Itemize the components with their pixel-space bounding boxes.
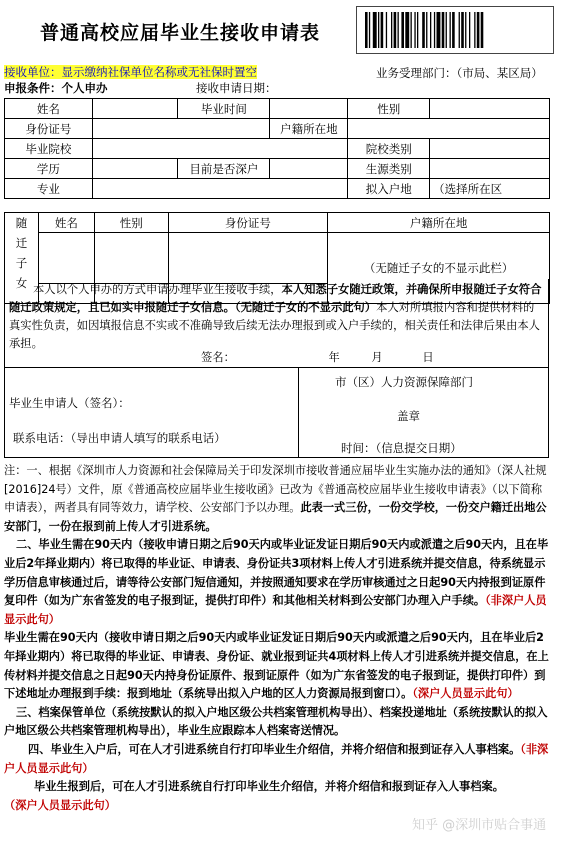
school-type-value[interactable] xyxy=(430,139,550,159)
barcode-bar xyxy=(391,12,392,48)
statement-part-3: 本人对所填报内容和提供材料的真实性负责，如因填报信息不实或不准确导致后续无法办理报到或入户手续的，相关责任和法律后果由本人承担。 xyxy=(9,301,540,350)
id-no-label: 身份证号 xyxy=(5,119,93,139)
barcode-bar xyxy=(461,12,464,48)
barcode-bar xyxy=(452,12,455,48)
day-label: 日 xyxy=(422,351,434,364)
source-type-label: 生源类别 xyxy=(348,159,430,179)
barcode-bar xyxy=(459,12,460,48)
note-1 xyxy=(4,462,552,536)
note-5-red: （非深户人员显示此句） xyxy=(4,742,549,775)
barcode-bar xyxy=(481,12,484,48)
child-id-label: 身份证号 xyxy=(168,213,328,233)
intended-value[interactable]: （选择所在区 xyxy=(430,179,550,199)
education-value[interactable] xyxy=(92,159,178,179)
barcode-bar xyxy=(426,12,427,48)
major-label: 专业 xyxy=(5,179,93,199)
note-1-bold: 此表一式三份，一份交学校，一份交户籍迁出地公安部门，一份在报到前上传人才引进系统。 xyxy=(4,501,547,533)
children-label-text: 随迁子女 xyxy=(15,216,28,290)
seal-label: 盖章 xyxy=(397,409,420,423)
note-2 xyxy=(4,536,552,629)
hukou-value[interactable] xyxy=(348,119,550,139)
barcode-bar xyxy=(450,12,451,48)
note-3-text: 毕业生需在90天内（接收申请日期之后90天内或毕业证发证日期后90天内或派遣之后90天内，且在毕业后2年择业期内）将已取得的毕业证、申请表、身份证、就业报到证共4项材料上传人才引进系统并提交信息，在上传材料并提交信息之日起90天内持身份证原件、报到证原件（如为广东省签发的电子报到证，提供打印件）到下述地址办理报到手续：报到地址（系统导出拟入户地的区人力资源局报到窗口）。 xyxy=(4,631,549,701)
note-3 xyxy=(4,629,552,703)
hukou-label: 户籍所在地 xyxy=(270,119,348,139)
sign-label: 签名： xyxy=(201,351,235,364)
major-value[interactable] xyxy=(92,179,347,199)
watermark: 知乎 @深圳市贴合事通 xyxy=(412,818,547,833)
grad-time-value[interactable] xyxy=(270,99,348,119)
barcode-bar xyxy=(405,12,409,48)
child-name-label: 姓名 xyxy=(38,213,94,233)
barcode-bar xyxy=(394,12,397,48)
barcode-bar xyxy=(434,12,435,48)
is-sz-value[interactable] xyxy=(270,159,348,179)
apply-date-label: 接收申请日期： xyxy=(196,81,277,95)
barcode-bar xyxy=(401,12,404,48)
barcode-bar xyxy=(437,12,441,48)
note-3-red: （深户人员显示此句） xyxy=(412,687,519,701)
gender-value[interactable] xyxy=(430,99,550,119)
grad-time-label: 毕业时间 xyxy=(178,99,270,119)
barcode-bar xyxy=(474,12,475,48)
barcode-bar xyxy=(442,12,445,48)
barcode-bar xyxy=(378,12,379,48)
note-2-red: （非深户人员显示此句） xyxy=(4,594,547,626)
barcode-bar xyxy=(417,12,418,48)
school-value[interactable] xyxy=(92,139,347,159)
barcode-bar xyxy=(386,12,387,48)
note-2-text: 二、毕业生需在90天内（接收申请日期之后90天内或毕业证发证日期后90天内或派遣之后90天内，且在毕业后2年择业期内）将已取得的毕业证、申请表、身份证共3项材料上传人才引进系统并提交信息，待系统显示学历信息审核通过后，请等待公安部门短信通知，并按照通知要求在学历审核通过之日起90天内持报到证原件复印件（如为广东省签发的电子报到证，提供打印件）和其他相关材料到公安部门办理入户手续。 xyxy=(4,538,549,608)
note-6 xyxy=(4,778,552,815)
bureau-label: 市（区）人力资源保障部门 xyxy=(335,375,473,389)
child-hukou-label: 户籍所在地 xyxy=(328,213,550,233)
intended-label: 拟入户地 xyxy=(348,179,430,199)
name-label: 姓名 xyxy=(5,99,93,119)
applicant-info-table xyxy=(4,98,550,199)
gender-label: 性别 xyxy=(348,99,430,119)
barcode-bar xyxy=(465,12,466,48)
child-id-value[interactable] xyxy=(168,233,328,284)
department-label: 业务受理部门：（市局、某区局） xyxy=(376,66,543,80)
is-sz-label: 目前是否深户 xyxy=(178,159,270,179)
signature-section xyxy=(4,368,549,458)
school-type-label: 院校类别 xyxy=(348,139,430,159)
source-type-value[interactable] xyxy=(430,159,550,179)
form-title: 普通高校应届毕业生接收申请表 xyxy=(40,22,321,44)
barcode-bar xyxy=(477,12,480,48)
note-6-red: （深户人员显示此句） xyxy=(4,798,116,812)
barcode-bar xyxy=(373,12,377,48)
barcode-bar xyxy=(414,12,415,48)
child-gender-label: 性别 xyxy=(94,213,168,233)
year-label: 年 xyxy=(328,351,340,364)
applicant-statement xyxy=(4,279,549,368)
barcode-bar xyxy=(446,12,447,48)
barcode-bar xyxy=(365,12,368,48)
note-5 xyxy=(4,741,552,778)
statement-part-1: 本人以个人申办的方式申请办理毕业生接收手续， xyxy=(33,283,282,296)
statement-part-2: 本人知悉子女随迁政策，并确保所申报随迁子女符合随迁政策规定，且已如实申报随迁子女信息。（无随迁子女的不显示此句） xyxy=(9,283,542,314)
submit-time-label: 时间：（信息提交日期） xyxy=(341,441,462,455)
note-6-text: 毕业生报到后，可在人才引进系统自行打印毕业生介绍信，并将介绍信和报到证存入人事档案。 xyxy=(34,780,504,794)
barcode-bar xyxy=(430,12,431,48)
barcode-bar xyxy=(411,12,412,48)
notes-section xyxy=(4,462,552,815)
barcode-bar xyxy=(369,12,370,48)
phone-label: 联系电话：（导出申请人填写的联系电话） xyxy=(13,431,226,445)
child-note: （无随迁子女的不显示此栏） xyxy=(328,233,550,304)
barcode-bar xyxy=(398,12,399,48)
receiver-unit-label xyxy=(4,64,257,80)
applicant-sign-label: 毕业生申请人（签名）： xyxy=(9,396,130,410)
child-gender-value[interactable] xyxy=(94,233,168,284)
receiver-unit-text: 接收单位：显示缴纳社保单位名称或无社保时置空 xyxy=(4,65,257,79)
note-1-text: 注：一、根据《深圳市人力资源和社会保障局关于印发深圳市接收普通应届毕业生实施办法的通知》（深人社规[2016]24号）文件，原《普通高校应届毕业生接收函》已改为《普通高校应届毕业生接收申请表》（以下简称申请表），两者具有同等效力，请学校、公安部门予以办理。 xyxy=(4,464,547,515)
name-value[interactable] xyxy=(92,99,178,119)
school-label: 毕业院校 xyxy=(5,139,93,159)
note-4 xyxy=(4,704,552,741)
barcode-bar xyxy=(422,12,425,48)
education-label: 学历 xyxy=(5,159,93,179)
child-name-value[interactable] xyxy=(38,233,94,284)
signature-divider xyxy=(298,368,299,457)
note-4-text: 三、档案保管单位（系统按默认的拟入户地区级公共档案管理机构导出）、档案投递地址（系统按默认的拟入户地区级公共档案管理机构导出），毕业生应跟踪本人档案寄送情况。 xyxy=(4,705,548,738)
barcode-bar xyxy=(469,12,470,48)
condition-label: 申报条件：个人申办 xyxy=(4,81,108,95)
id-no-value[interactable] xyxy=(92,119,270,139)
month-label: 月 xyxy=(371,351,383,364)
note-5-text: 四、毕业生入户后，可在人才引进系统自行打印毕业生介绍信，并将介绍信和报到证存入人事档案。 xyxy=(28,742,521,756)
barcode-bar xyxy=(381,12,384,48)
barcode-image xyxy=(356,6,554,54)
